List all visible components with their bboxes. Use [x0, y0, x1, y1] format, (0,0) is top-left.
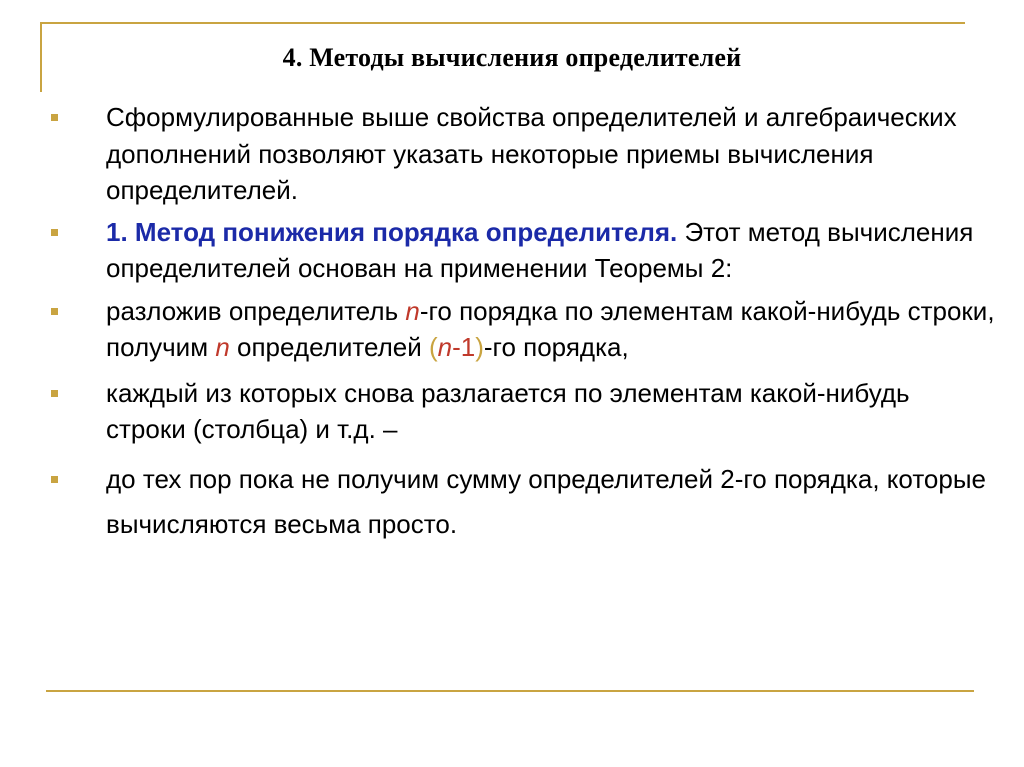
bullet-marker-icon: [51, 390, 58, 397]
bullet-text: каждый из которых снова разлагается по элементам какой-нибудь строки (столбца) и т.д. –: [106, 377, 910, 444]
slide-title: 4. Методы вычисления определителей: [282, 43, 742, 72]
bullet-marker-icon: [51, 476, 58, 483]
paren-close: ): [475, 332, 484, 362]
bullet-text: Сформулированные выше свойства определителей и алгебраических дополнений позволяют указать некоторые приемы вычисления определителей.: [106, 102, 957, 205]
variable-n: n: [437, 332, 453, 362]
bullet-text-part: -го порядка,: [483, 332, 629, 362]
bullet-item-recursion: [46, 375, 996, 448]
bullet-item-termination: [46, 457, 996, 547]
bullet-list: [46, 99, 996, 547]
variable-n: n: [405, 295, 420, 326]
frame-bottom-line: [46, 690, 974, 692]
bullet-item-intro: [46, 99, 996, 209]
bullet-text-part: -го порядка по элементам какой-нибудь строки, получим: [106, 295, 995, 362]
bullet-marker-icon: [51, 229, 58, 236]
variable-n: n: [215, 332, 230, 362]
bullet-text-part: определителей: [229, 332, 429, 362]
bullet-item-expansion: [46, 293, 996, 366]
bullet-item-method: [46, 214, 996, 287]
bullet-marker-icon: [51, 308, 58, 315]
bullet-text: до тех пор пока не получим сумму определителей 2-го порядка, которые вычисляются весьма просто.: [106, 463, 987, 539]
bullet-text-part: разложив определитель: [106, 295, 406, 326]
minus-one: -1: [452, 332, 476, 362]
bullet-marker-icon: [51, 114, 58, 121]
frame-top-line: [40, 22, 965, 24]
bullet-text: Этот метод вычисления определителей основан на применении Теоремы 2:: [106, 216, 974, 283]
paren-open: (: [428, 332, 438, 362]
method-name-highlight: 1. Метод понижения порядка определителя.: [106, 216, 678, 247]
